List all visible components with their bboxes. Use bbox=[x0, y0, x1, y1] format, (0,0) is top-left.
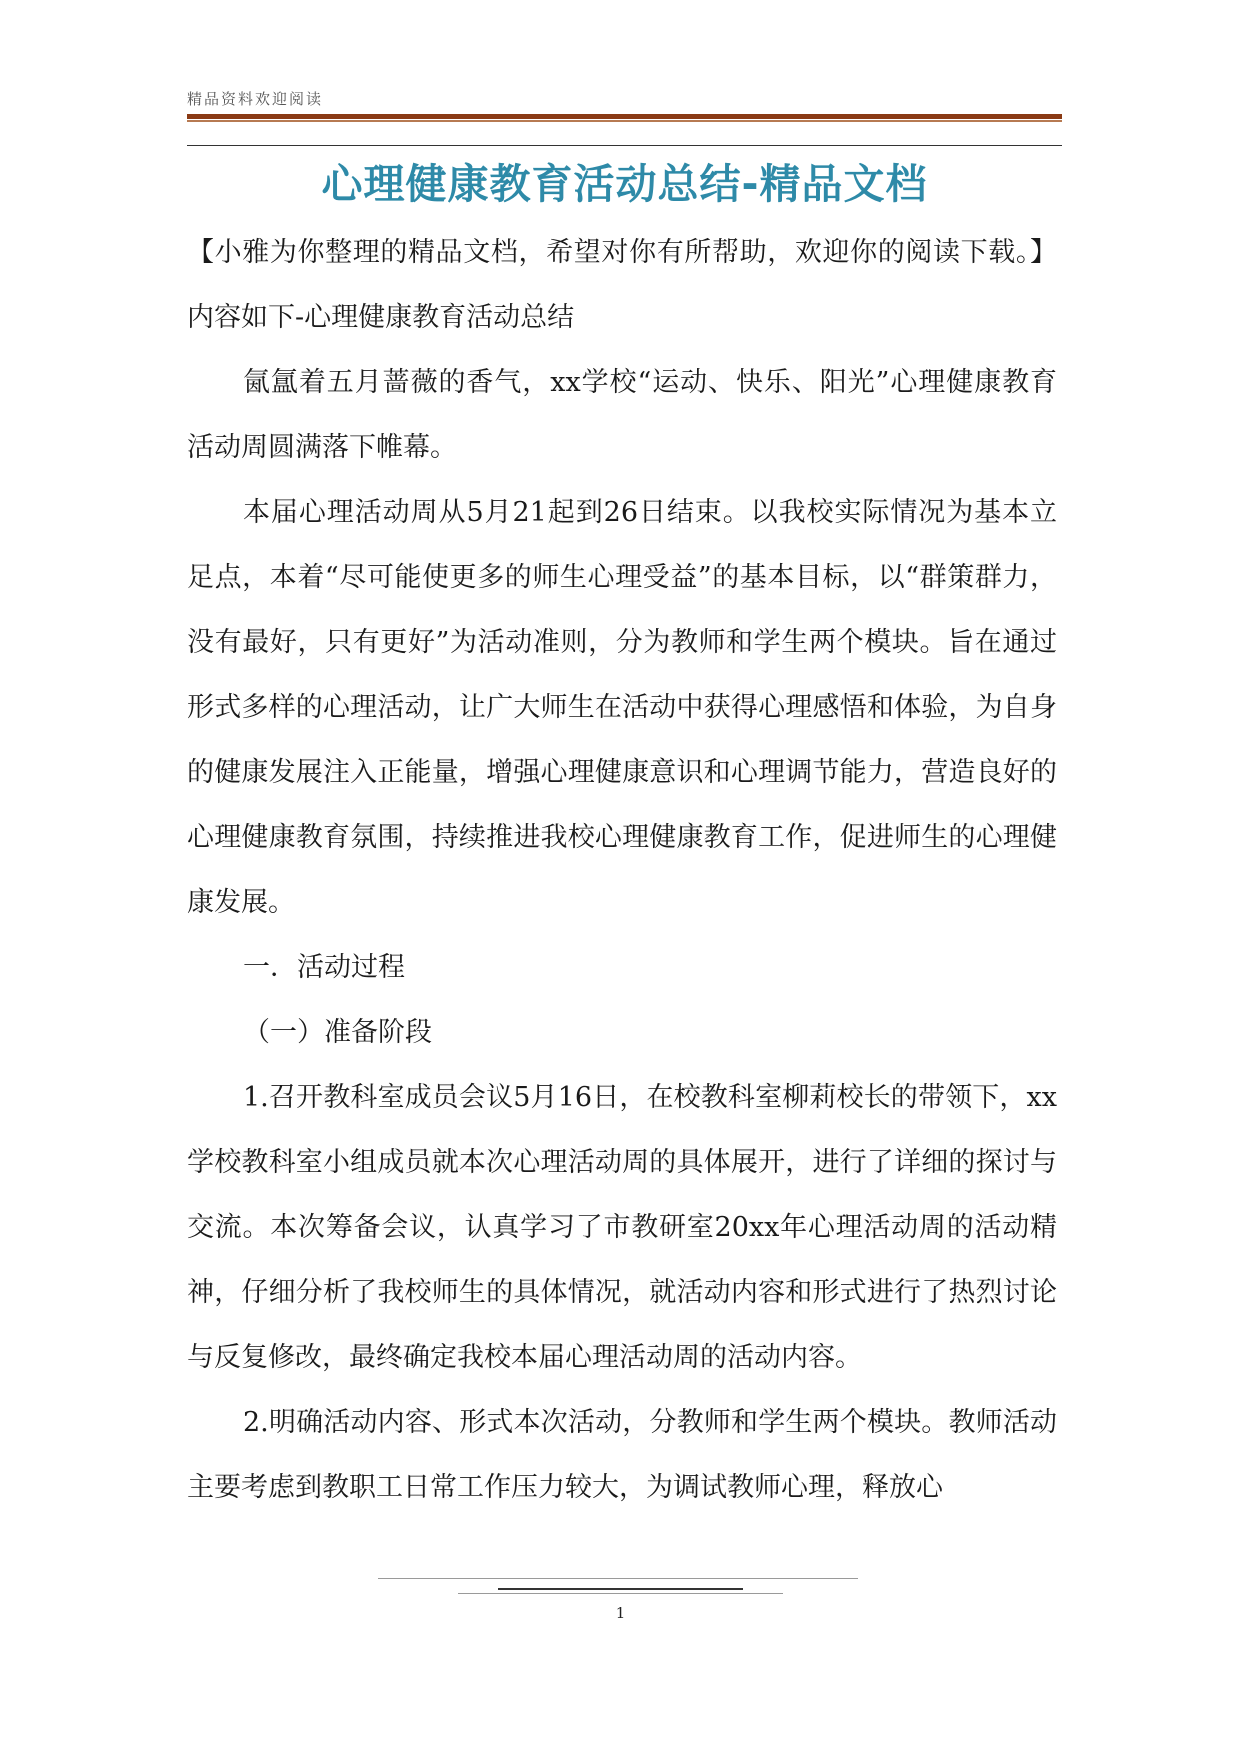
paragraph: 1.召开教科室成员会议5月16日，在校教科室柳莉校长的带领下，xx学校教科室小组成员就本次心理活动周的具体展开，进行了详细的探讨与交流。本次筹备会议，认真学习了市教研室20xx年心理活动周的活动精神，仔细分析了我校师生的具体情况，就活动内容和形式进行了热烈讨论与反复修改，最终确定我校本届心理活动周的活动内容。 bbox=[187, 1082, 1057, 1373]
intro-paragraph: 【小雅为你整理的精品文档，希望对你有所帮助，欢迎你的阅读下载。】内容如下-心理健康教育活动总结 bbox=[187, 237, 1057, 333]
footer-rule-bottom bbox=[458, 1593, 783, 1594]
header-text: 精品资料欢迎阅读 bbox=[187, 90, 324, 108]
footer-rule-dark bbox=[498, 1588, 743, 1590]
header-rule-thin bbox=[187, 145, 1062, 146]
page-number: 1 bbox=[615, 1604, 626, 1622]
section-heading: 一．活动过程 bbox=[243, 952, 405, 983]
document-body bbox=[187, 220, 1057, 1520]
paragraph: 本届心理活动周从5月21起到26日结束。以我校实际情况为基本立足点，本着“尽可能使更多的师生心理受益”的基本目标，以“群策群力，没有最好，只有更好”为活动准则，分为教师和学生两个模块。旨在通过形式多样的心理活动，让广大师生在活动中获得心理感悟和体验，为自身的健康发展注入正能量，增强心理健康意识和心理调节能力，营造良好的心理健康教育氛围，持续推进我校心理健康教育工作，促进师生的心理健康发展。 bbox=[187, 497, 1057, 918]
header-rule-accent bbox=[187, 120, 1062, 122]
document-title: 心理健康教育活动总结-精品文档 bbox=[321, 160, 928, 208]
page-header bbox=[187, 88, 1062, 110]
paragraph: 氤氲着五月蔷薇的香气，xx学校“运动、快乐、阳光”心理健康教育活动周圆满落下帷幕。 bbox=[187, 367, 1057, 463]
subsection-heading: （一）准备阶段 bbox=[243, 1017, 432, 1048]
paragraph: 2.明确活动内容、形式本次活动，分教师和学生两个模块。教师活动主要考虑到教职工日常工作压力较大，为调试教师心理，释放心 bbox=[187, 1407, 1057, 1503]
footer-rule-top bbox=[378, 1578, 858, 1579]
header-rule-thick bbox=[187, 114, 1062, 119]
